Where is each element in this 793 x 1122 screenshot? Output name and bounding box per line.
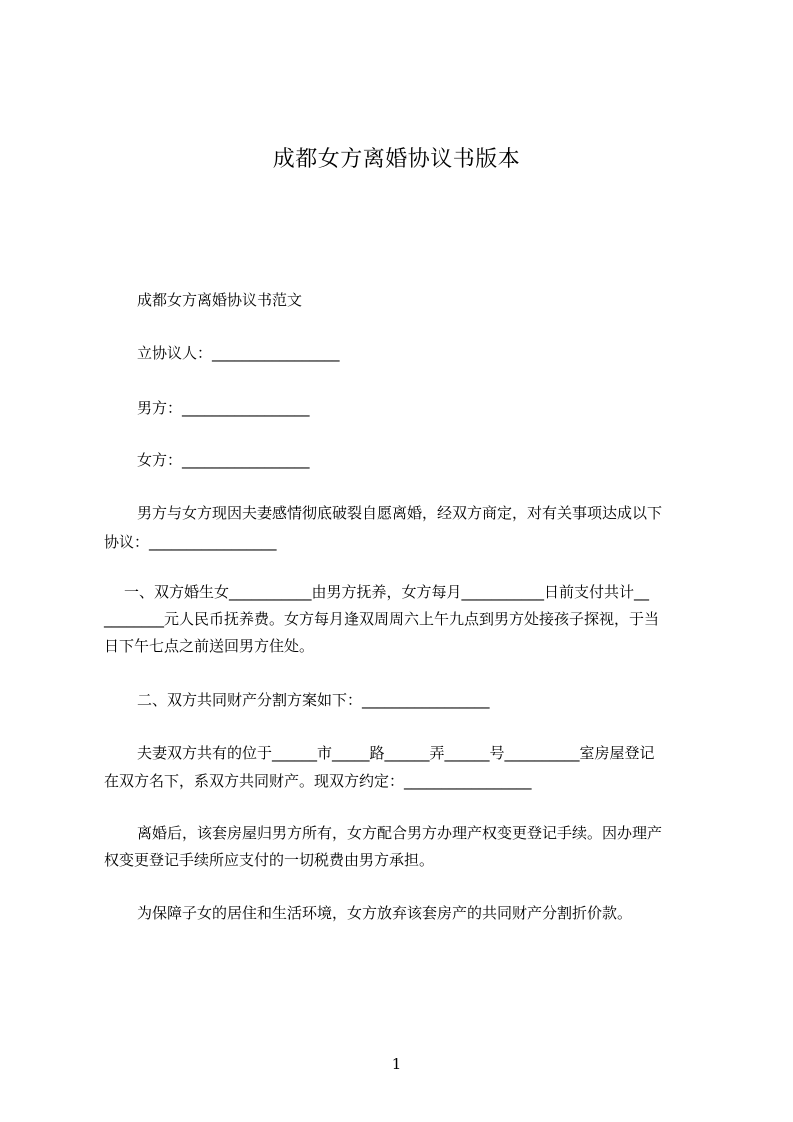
clause1-line-3: 日下午七点之前送回男方住处。 [104,637,315,655]
man-line: 男方：_________________ [137,399,310,417]
agreement-line-1: 男方与女方现因夫妻感情彻底破裂自愿离婚，经双方商定，对有关事项达成以下 [137,504,663,522]
document-title: 成都女方离婚协议书版本 [272,147,521,172]
house-line-2: 权变更登记手续所应支付的一切税费由男方承担。 [104,851,435,869]
property-line-1: 夫妻双方共有的位于______市_____路______弄______号__________室房屋登记 [137,744,655,762]
clause1-line-1: 一、双方婚生女___________由男方抚养，女方每月___________日前支付共计__ [124,583,650,601]
clause2-line: 二、双方共同财产分割方案如下：_________________ [137,691,490,709]
agreement-line-2: 协议：_________________ [104,533,277,551]
clause1-line-2: ________元人民币抚养费。女方每月逢双周周六上午九点到男方处接孩子探视，于当 [104,610,660,628]
party-line: 立协议人：_________________ [137,344,340,362]
house-line-1: 离婚后，该套房屋归男方所有，女方配合男方办理产权变更登记手续。因办理产 [137,824,663,842]
page-number: 1 [391,1055,402,1073]
subtitle-line: 成都女方离婚协议书范文 [137,291,303,309]
children-line: 为保障子女的居住和生活环境，女方放弃该套房产的共同财产分割折价款。 [137,904,633,922]
woman-line: 女方：_________________ [137,451,310,469]
property-line-2: 在双方名下，系双方共同财产。现双方约定：_________________ [104,772,532,790]
